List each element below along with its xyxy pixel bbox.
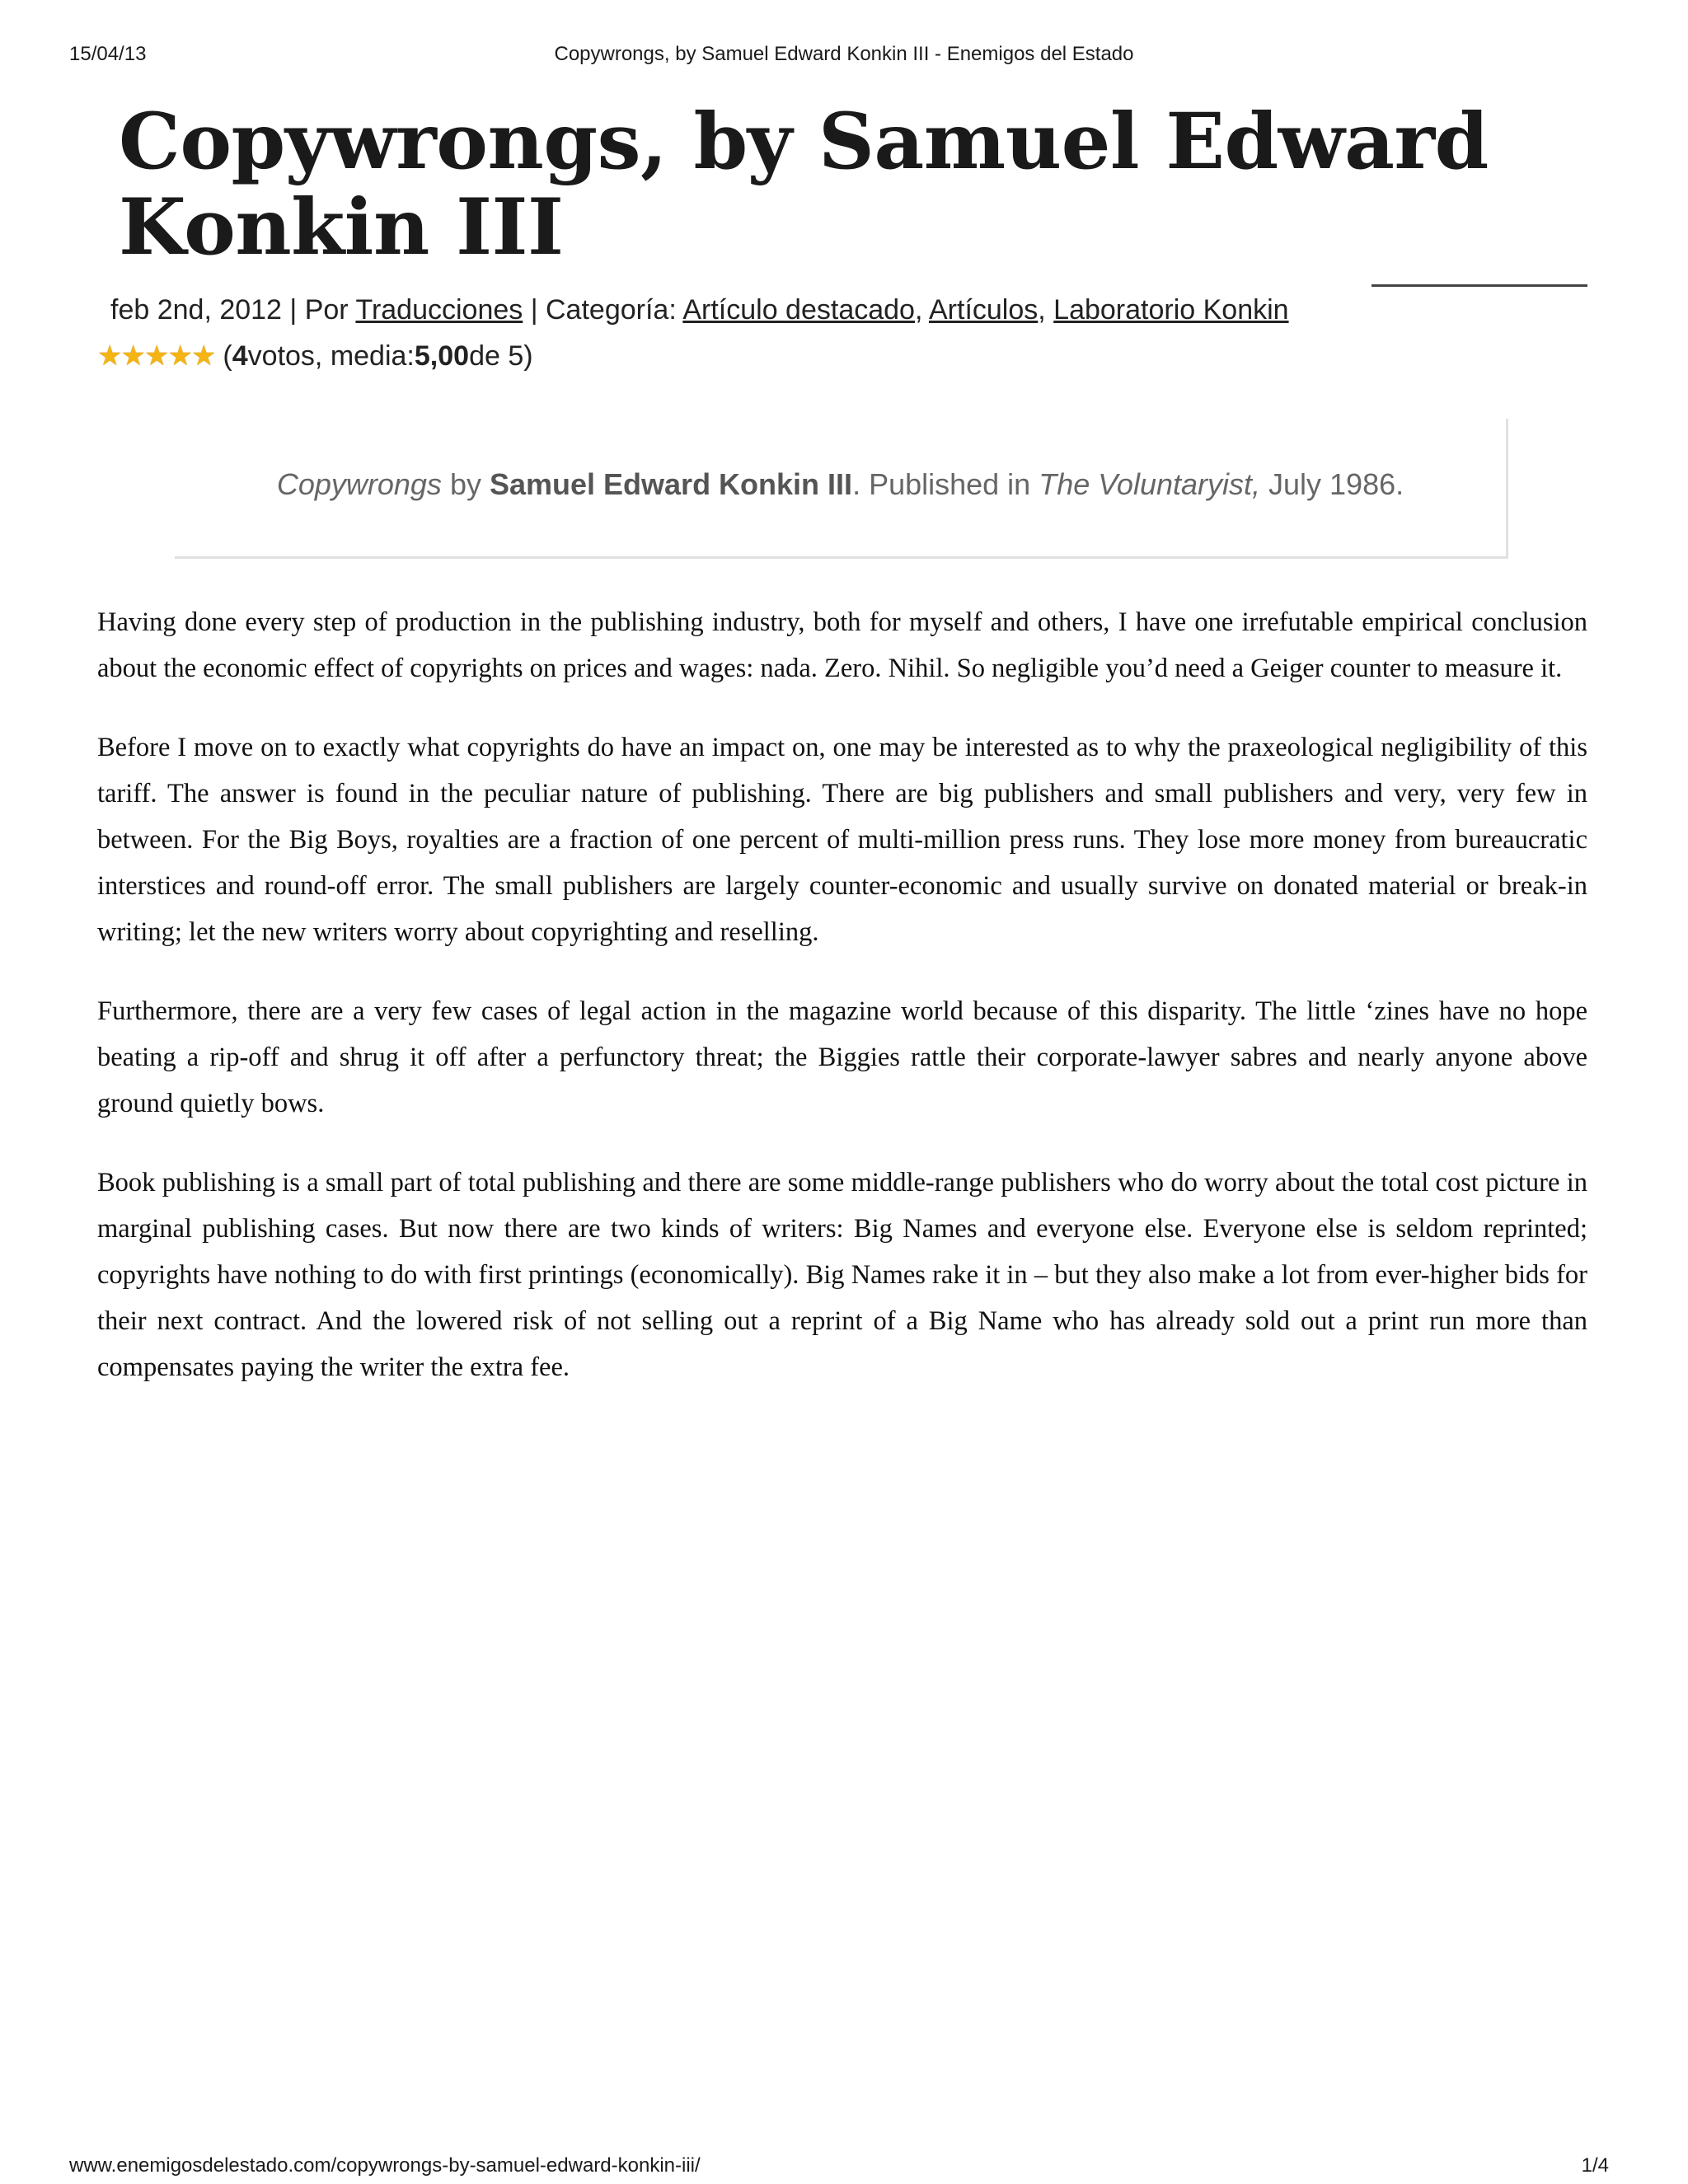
article-meta	[110, 292, 1594, 328]
print-header	[69, 43, 1619, 76]
post-date: feb 2nd, 2012	[110, 294, 282, 326]
print-date: 15/04/13	[69, 43, 147, 65]
star-icon[interactable]: ★	[97, 340, 123, 372]
article-title: Copywrongs, by Samuel Edward Konkin III	[119, 96, 1489, 273]
rating-max-label: de 5)	[469, 340, 533, 372]
paragraph: Having done every step of production in the publishing industry, both for myself and others, I have one irrefutable empirical conclusion about the economic effect of copyrights on prices and wages: nada. Zero. Nihil. So negligible you’d need a Geiger counter to measure it.	[97, 607, 1587, 683]
paragraph: Before I move on to exactly what copyrights do have an impact on, one may be interested as to why the praxeological negligibility of this tariff. The answer is found in the peculiar nature of publishing. There are big publishers and small publishers and very, very few in between. For the Big Boys, royalties are a fraction of one percent of multi-million press runs. They lose more money from bureaucratic interstices and round-off error. The small publishers are largely counter-economic and usually survive on donated material or break-in writing; let the new writers worry about copyrighting and reselling.	[97, 733, 1587, 947]
print-footer	[69, 2154, 1609, 2179]
quote-author: Samuel Edward Konkin III	[489, 466, 853, 501]
rating-stars[interactable]	[97, 340, 217, 372]
star-icon[interactable]: ★	[120, 340, 146, 372]
by-separator: | Por	[281, 294, 356, 326]
quote-work-title: Copywrongs	[276, 466, 442, 501]
rating-votes-label: votos, media:	[247, 340, 415, 372]
rating-open-paren: (	[223, 340, 232, 372]
category-comma: ,	[1038, 294, 1054, 326]
quote-publication: The Voluntaryist,	[1039, 466, 1261, 501]
title-divider	[1372, 284, 1587, 287]
star-icon[interactable]: ★	[167, 340, 193, 372]
print-url: www.enemigosdelestado.com/copywrongs-by-samuel-edward-konkin-iii/	[69, 2154, 701, 2177]
author-link[interactable]: Traducciones	[355, 294, 523, 326]
rating-average: 5,00	[414, 340, 470, 372]
rating-votes: 4	[232, 340, 248, 372]
page-number: 1/4	[1581, 2154, 1609, 2177]
category-separator: | Categoría:	[523, 294, 683, 326]
category-link-articles[interactable]: Artículos	[929, 294, 1039, 326]
category-comma: ,	[914, 294, 929, 326]
quote-published: . Published in	[852, 466, 1039, 501]
category-link-featured[interactable]: Artículo destacado	[682, 294, 915, 326]
article-body	[97, 599, 1587, 1423]
source-quote-box	[175, 419, 1508, 559]
star-icon[interactable]: ★	[143, 340, 170, 372]
print-doc-title: Copywrongs, by Samuel Edward Konkin III - Enemigos del Estado	[554, 43, 1134, 65]
source-quote	[277, 467, 1404, 502]
rating	[97, 338, 533, 374]
category-link-konkin-lab[interactable]: Laboratorio Konkin	[1053, 294, 1289, 326]
paragraph: Furthermore, there are a very few cases of legal action in the magazine world because of this disparity. The little ‘zines have no hope beating a rip-off and shrug it off after a perfunctory threat; the Biggies rattle their corporate-lawyer sabres and nearly anyone above ground quietly bows.	[97, 996, 1587, 1118]
quote-by: by	[441, 466, 490, 501]
star-icon[interactable]: ★	[190, 340, 217, 372]
paragraph: Book publishing is a small part of total publishing and there are some middle-range publishers who do worry about the total cost picture in marginal publishing cases. But now there are two kinds of writers: Big Names and everyone else. Everyone else is seldom reprinted; copyrights have nothing to do with first printings (economically). Big Names rake it in – but they also make a lot from ever-higher bids for their next contract. And the lowered risk of not selling out a reprint of a Big Name who has already sold out a print run more than compensates paying the writer the extra fee.	[97, 1168, 1587, 1382]
quote-date: July 1986.	[1260, 466, 1404, 501]
